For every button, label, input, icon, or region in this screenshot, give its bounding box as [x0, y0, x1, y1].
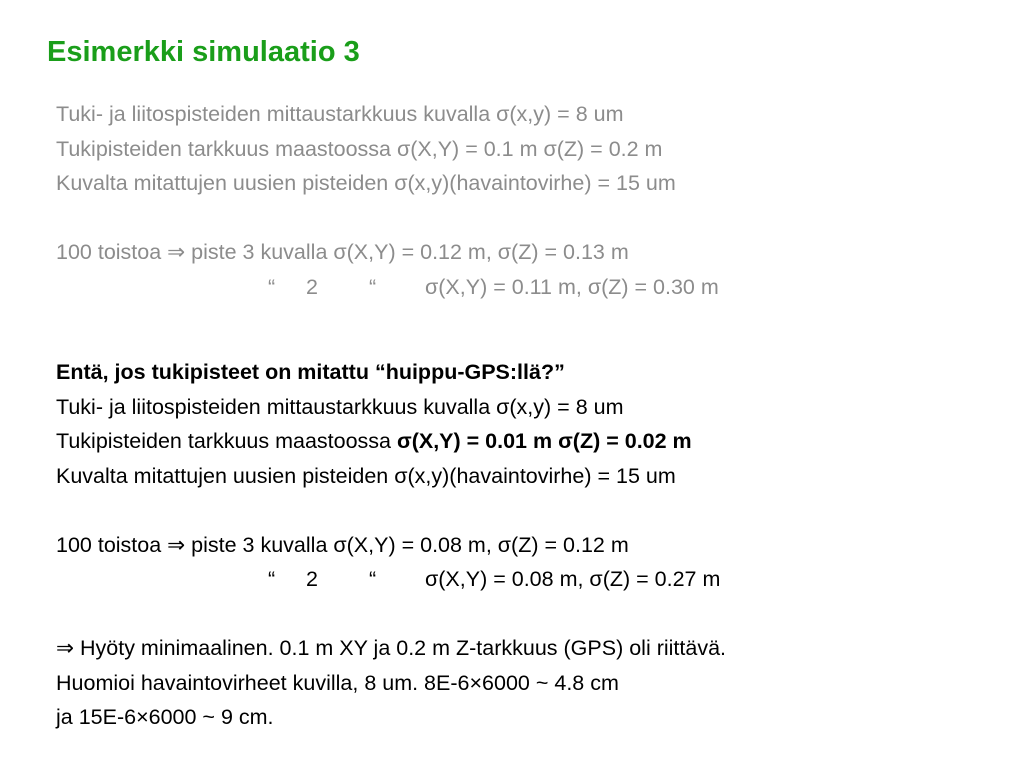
slide-title: Esimerkki simulaatio 3	[47, 36, 360, 68]
ditto-mark: “	[369, 567, 377, 591]
result-point-3: 100 toistoa ⇒ piste 3 kuvalla σ(X,Y) = 0.08 m, σ(Z) = 0.12 m	[56, 532, 629, 557]
new-points-error-line: Kuvalta mitattujen uusien pisteiden σ(x,y)(havaintovirhe) = 15 um	[56, 171, 676, 195]
result-value: σ(X,Y) = 0.11 m, σ(Z) = 0.30 m	[425, 274, 719, 299]
point-number: 2	[306, 274, 318, 299]
ground-label: Tukipisteiden tarkkuus maastoossa	[56, 429, 397, 453]
gps-question-heading: Entä, jos tukipisteet on mitattu “huippu-GPS:llä?”	[56, 360, 565, 384]
accuracy-ground-line: Tukipisteiden tarkkuus maastoossa σ(X,Y) = 0.1 m σ(Z) = 0.2 m	[56, 136, 663, 161]
ground-values-bold: σ(X,Y) = 0.01 m σ(Z) = 0.02 m	[396, 429, 692, 453]
result-point-3: 100 toistoa ⇒ piste 3 kuvalla σ(X,Y) = 0.12 m, σ(Z) = 0.13 m	[56, 240, 629, 264]
conclusion-line-3: ja 15E-6×6000 ~ 9 cm.	[56, 705, 274, 729]
conclusion-line-2: Huomioi havaintovirheet kuvilla, 8 um. 8E-6×6000 ~ 4.8 cm	[56, 670, 619, 695]
spacer	[56, 493, 726, 528]
spacer	[56, 597, 726, 632]
ditto-mark: “	[268, 274, 276, 299]
accuracy-image-line: Tuki- ja liitospisteiden mittaustarkkuus kuvalla σ(x,y) = 8 um	[56, 394, 624, 419]
section-gps	[56, 355, 726, 735]
section-original	[56, 97, 719, 304]
accuracy-image-line: Tuki- ja liitospisteiden mittaustarkkuus kuvalla σ(x,y) = 8 um	[56, 102, 624, 126]
result-point-2	[56, 562, 726, 597]
conclusion-line-1: ⇒ Hyöty minimaalinen. 0.1 m XY ja 0.2 m Z-tarkkuus (GPS) oli riittävä.	[56, 636, 726, 660]
new-points-error-line: Kuvalta mitattujen uusien pisteiden σ(x,y)(havaintovirhe) = 15 um	[56, 463, 676, 488]
point-number: 2	[306, 567, 318, 591]
result-point-2	[56, 270, 719, 305]
spacer	[56, 201, 676, 236]
ditto-mark: “	[268, 567, 276, 591]
ditto-mark: “	[369, 274, 377, 299]
result-value: σ(X,Y) = 0.08 m, σ(Z) = 0.27 m	[425, 567, 721, 591]
accuracy-ground-line	[56, 424, 726, 459]
